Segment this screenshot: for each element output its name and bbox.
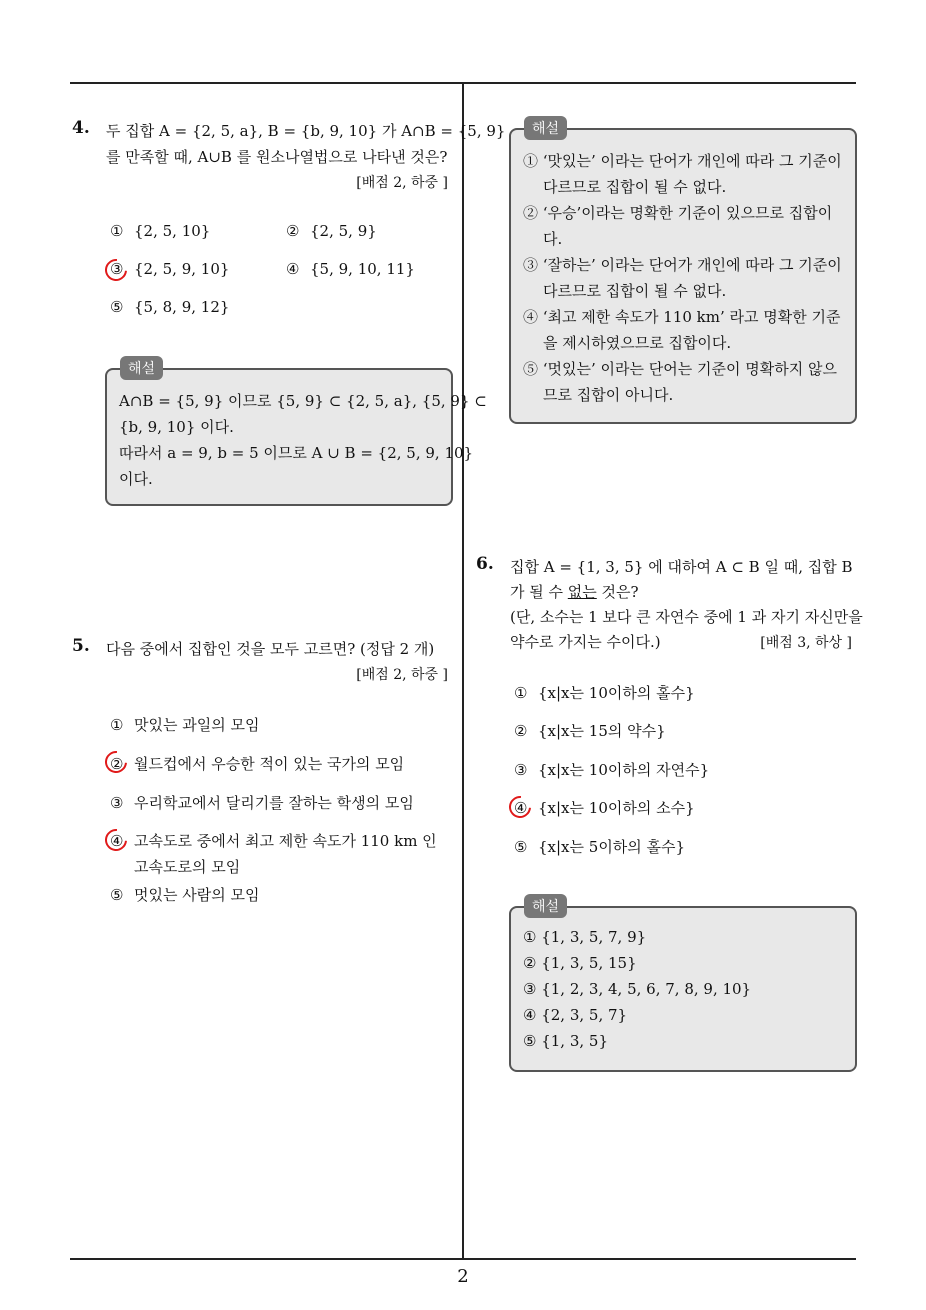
option-number: ④ bbox=[514, 799, 528, 817]
explanation-tag: 해설 bbox=[120, 356, 163, 380]
question-number: 5. bbox=[72, 636, 90, 656]
question-text: 두 집합 A = {2, 5, a}, B = {b, 9, 10} 가 A∩B = {5, 9} bbox=[106, 122, 506, 140]
option-text: 우리학교에서 달리기를 잘하는 학생의 모임 bbox=[134, 794, 414, 812]
option-3[interactable] bbox=[110, 260, 229, 278]
option-text: 멋있는 사람의 모임 bbox=[134, 886, 260, 904]
option-3[interactable] bbox=[110, 792, 414, 813]
option-text: {x|x는 10이하의 홀수} bbox=[538, 684, 695, 702]
option-5[interactable] bbox=[110, 884, 259, 905]
option-number: ① bbox=[514, 684, 528, 702]
option-2[interactable] bbox=[514, 720, 666, 741]
option-2[interactable] bbox=[110, 753, 404, 774]
explanation-box bbox=[509, 906, 857, 1072]
option-text: 맛있는 과일의 모임 bbox=[134, 716, 260, 734]
explanation-line: ③ ‘잘하는’ 이라는 단어가 개인에 따라 그 기준이 bbox=[523, 256, 842, 274]
option-text: {x|x는 10이하의 소수} bbox=[538, 799, 695, 817]
explanation-line: 다르므로 집합이 될 수 없다. bbox=[543, 178, 727, 196]
option-4[interactable] bbox=[110, 830, 437, 851]
question-text bbox=[510, 581, 639, 602]
question-text-part: 가 될 수 bbox=[510, 583, 568, 601]
option-text: 고속도로의 모임 bbox=[134, 858, 241, 876]
option-text: {2, 5, 9, 10} bbox=[134, 260, 230, 278]
option-number: ⑤ bbox=[110, 298, 124, 316]
option-text: {x|x는 10이하의 자연수} bbox=[538, 761, 710, 779]
option-number: ③ bbox=[514, 761, 528, 779]
explanation-line: ① {1, 3, 5, 7, 9} bbox=[523, 928, 647, 946]
option-text: {5, 8, 9, 12} bbox=[134, 298, 230, 316]
option-5[interactable] bbox=[110, 298, 229, 316]
option-1[interactable] bbox=[514, 682, 695, 703]
question-number: 6. bbox=[476, 554, 494, 574]
explanation-line: ⑤ ‘멋있는’ 이라는 단어는 기준이 명확하지 않으 bbox=[523, 360, 837, 378]
option-4[interactable] bbox=[286, 260, 415, 278]
question-text: 집합 A = {1, 3, 5} 에 대하여 A ⊂ B 일 때, 집합 B bbox=[510, 558, 853, 576]
option-text: {2, 5, 9} bbox=[310, 222, 377, 240]
explanation-tag: 해설 bbox=[524, 116, 567, 140]
explanation-line: 다르므로 집합이 될 수 없다. bbox=[543, 282, 727, 300]
option-text: {2, 5, 10} bbox=[134, 222, 211, 240]
question-note: (단, 소수는 1 보다 큰 자연수 중에 1 과 자기 자신만을 bbox=[510, 608, 863, 626]
question-text: 다음 중에서 집합인 것을 모두 고르면? (정답 2 개) bbox=[106, 640, 435, 658]
explanation-line: ② ‘우승’이라는 명확한 기준이 있으므로 집합이 bbox=[523, 204, 833, 222]
question-note: 약수로 가지는 수이다.) bbox=[510, 633, 661, 651]
option-1[interactable] bbox=[110, 714, 259, 735]
explanation-line: {b, 9, 10} 이다. bbox=[119, 418, 234, 436]
option-number: ① bbox=[110, 222, 124, 240]
explanation-line: A∩B = {5, 9} 이므로 {5, 9} ⊂ {2, 5, a}, {5, 9} ⊂ bbox=[119, 392, 487, 410]
question-text: 를 만족할 때, A∪B 를 원소나열법으로 나타낸 것은? bbox=[106, 148, 448, 166]
explanation-line: 다. bbox=[543, 230, 563, 248]
option-4[interactable] bbox=[514, 797, 695, 818]
option-3[interactable] bbox=[514, 759, 709, 780]
option-number: ⑤ bbox=[514, 838, 528, 856]
question-number: 4. bbox=[72, 118, 90, 138]
option-number: ⑤ bbox=[110, 886, 124, 904]
bottom-rule bbox=[70, 1258, 856, 1260]
score-label: [배점 3, 하상 ] bbox=[760, 635, 852, 651]
option-4-continued bbox=[110, 856, 240, 877]
explanation-line: ① ‘맛있는’ 이라는 단어가 개인에 따라 그 기준이 bbox=[523, 152, 842, 170]
page-number: 2 bbox=[457, 1266, 469, 1287]
option-1[interactable] bbox=[110, 222, 210, 240]
explanation-box bbox=[105, 368, 487, 506]
option-text: {x|x는 5이하의 홀수} bbox=[538, 838, 686, 856]
option-text: {x|x는 15의 약수} bbox=[538, 722, 666, 740]
option-2[interactable] bbox=[286, 222, 377, 240]
option-5[interactable] bbox=[514, 836, 685, 857]
explanation-line: 이다. bbox=[119, 470, 153, 488]
option-number: ③ bbox=[110, 794, 124, 812]
explanation-line: ② {1, 3, 5, 15} bbox=[523, 954, 637, 972]
underlined-emphasis: 없는 bbox=[567, 583, 597, 601]
explanation-line: ④ ‘최고 제한 속도가 110 km’ 라고 명확한 기준 bbox=[523, 308, 841, 326]
option-text: 월드컵에서 우승한 적이 있는 국가의 모임 bbox=[134, 755, 405, 773]
explanation-line: 따라서 a = 9, b = 5 이므로 A ∪ B = {2, 5, 9, 10} bbox=[119, 444, 474, 462]
explanation-box bbox=[509, 128, 857, 424]
option-number: ② bbox=[514, 722, 528, 740]
score-label: [배점 2, 하중 ] bbox=[356, 175, 448, 191]
explanation-line: ④ {2, 3, 5, 7} bbox=[523, 1006, 628, 1024]
explanation-line: 므로 집합이 아니다. bbox=[543, 386, 674, 404]
option-text: 고속도로 중에서 최고 제한 속도가 110 km 인 bbox=[134, 832, 437, 850]
explanation-line: ③ {1, 2, 3, 4, 5, 6, 7, 8, 9, 10} bbox=[523, 980, 752, 998]
option-number: ④ bbox=[286, 260, 300, 278]
score-label: [배점 2, 하중 ] bbox=[356, 667, 448, 683]
column-divider bbox=[462, 84, 464, 1258]
option-number: ③ bbox=[110, 260, 124, 278]
explanation-line: 을 제시하였으므로 집합이다. bbox=[543, 334, 732, 352]
option-number: ④ bbox=[110, 832, 124, 850]
option-number: ② bbox=[286, 222, 300, 240]
explanation-line: ⑤ {1, 3, 5} bbox=[523, 1032, 609, 1050]
explanation-tag: 해설 bbox=[524, 894, 567, 918]
question-text-part: 것은? bbox=[596, 583, 639, 601]
option-number: ② bbox=[110, 755, 124, 773]
option-number: ① bbox=[110, 716, 124, 734]
option-text: {5, 9, 10, 11} bbox=[310, 260, 415, 278]
